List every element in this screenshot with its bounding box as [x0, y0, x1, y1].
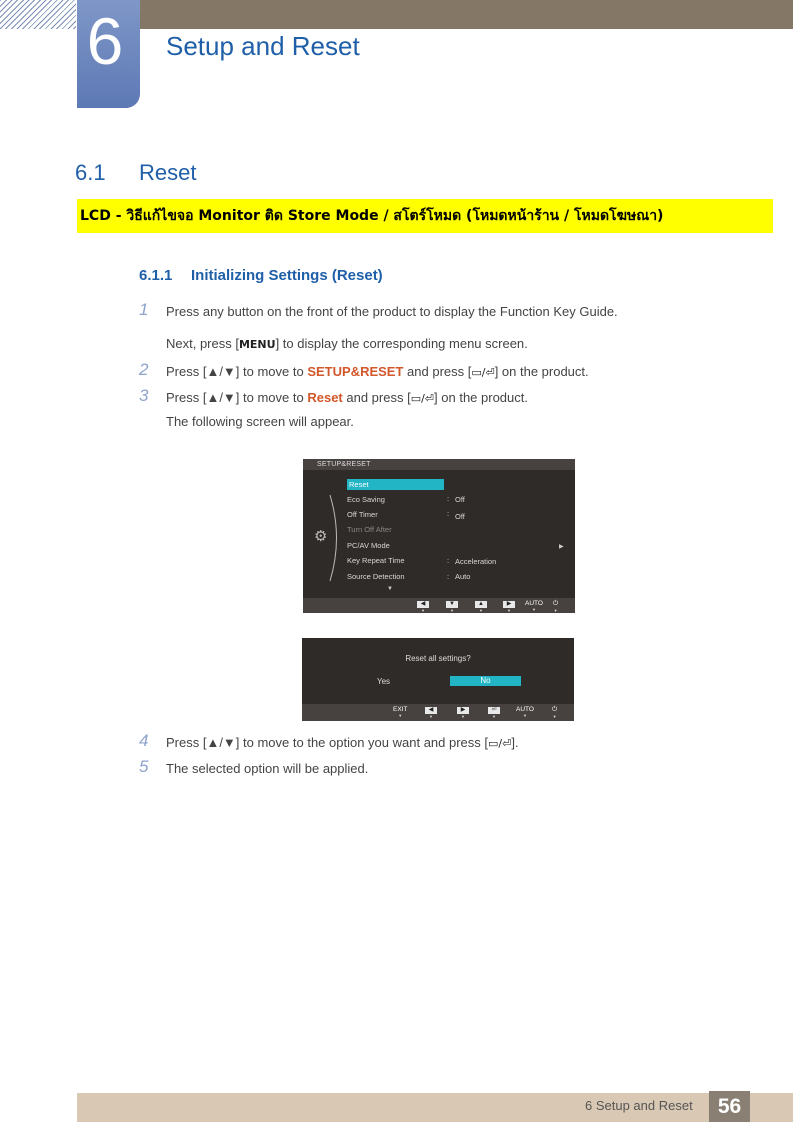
step-text: Press any button on the front of the product to display the Function Key Guide.	[166, 304, 618, 319]
enter-key-icon: ⏎ ▼	[488, 706, 500, 719]
enter-key-icon: ▭/⏎	[488, 737, 512, 750]
osd-menu-screenshot	[303, 459, 575, 613]
osd-menu-value: Off	[455, 495, 465, 504]
section-number: 6.1	[75, 160, 106, 185]
exit-key: EXIT ▼	[393, 706, 408, 718]
osd-menu-value: Off	[455, 512, 465, 521]
osd-reset-dialog-screenshot	[302, 638, 574, 721]
osd-menu-item: Source Detection	[347, 572, 405, 581]
step-text: Press [▲/▼] to move to Reset and press [▭/⏎] on the product.	[166, 390, 528, 405]
dialog-yes-option: Yes	[377, 677, 391, 686]
header-bar	[140, 0, 793, 29]
auto-key: AUTO ▼	[516, 706, 534, 718]
chapter-number: 6	[86, 4, 124, 78]
dialog-question: Reset all settings?	[405, 654, 471, 663]
menu-curve-decoration	[327, 493, 343, 583]
subsection-number: 6.1.1	[139, 267, 173, 284]
osd-menu-item: Turn Off After	[347, 525, 392, 534]
menu-highlight: SETUP&RESET	[307, 364, 404, 379]
step-number: 5	[139, 757, 149, 776]
up-key-icon: ▲ ▼	[475, 600, 487, 613]
osd-separator: :	[447, 556, 450, 565]
osd-menu-item: Eco Saving	[347, 495, 385, 504]
page-number: 56	[709, 1091, 750, 1122]
auto-key: AUTO ▼	[525, 600, 543, 612]
step-text: The selected option will be applied.	[166, 761, 369, 776]
header-hatch-decoration	[0, 0, 76, 29]
osd-function-bar	[302, 704, 574, 721]
power-icon: ⏻ ▼	[552, 706, 558, 719]
gear-icon: ⚙	[314, 528, 328, 545]
step-number: 2	[139, 360, 149, 379]
footer-chapter-label: 6 Setup and Reset	[585, 1098, 693, 1113]
highlight-banner: LCD - วิธีแก้ไขจอ Monitor ติด Store Mode / สโตร์โหมด (โหมดหน้าร้าน / โหมดโฆษณา)	[77, 199, 773, 233]
menu-key-label: MENU	[238, 338, 276, 351]
osd-menu-item: Key Repeat Time	[347, 556, 405, 565]
step-text: Press [▲/▼] to move to SETUP&RESET and press [▭/⏎] on the product.	[166, 364, 589, 379]
step-text: Next, press [MENU] to display the corresponding menu screen.	[166, 336, 528, 351]
osd-menu-item: PC/AV Mode	[347, 541, 390, 550]
osd-menu-header: SETUP&RESET	[303, 459, 575, 470]
osd-menu-item: Reset	[347, 479, 444, 490]
left-key-icon: ◀ ▼	[425, 706, 437, 719]
left-key-icon: ◀ ▼	[417, 600, 429, 613]
osd-menu-value: Auto	[455, 572, 471, 581]
right-key-icon: ▶ ▼	[503, 600, 515, 613]
menu-highlight: Reset	[307, 390, 343, 405]
osd-separator: :	[447, 494, 450, 503]
step-number: 4	[139, 731, 149, 750]
step-number: 3	[139, 386, 149, 405]
osd-separator: :	[447, 572, 450, 581]
osd-separator: :	[447, 509, 450, 518]
power-icon: ⏻ ▼	[553, 600, 559, 613]
step-text: Press [▲/▼] to move to the option you want and press [▭/⏎].	[166, 735, 519, 750]
enter-key-icon: ▭/⏎	[410, 392, 435, 405]
enter-key-icon: ▭/⏎	[471, 366, 495, 379]
step-text: The following screen will appear.	[166, 414, 354, 429]
right-key-icon: ▶ ▼	[457, 706, 469, 719]
dialog-no-option: No	[450, 676, 521, 686]
subsection-title: Initializing Settings (Reset)	[191, 267, 383, 284]
step-number: 1	[139, 300, 149, 319]
scroll-down-icon: ▼	[387, 586, 393, 592]
section-title: Reset	[139, 160, 197, 185]
down-key-icon: ▼ ▼	[446, 600, 458, 613]
osd-function-bar	[303, 598, 575, 613]
chapter-title: Setup and Reset	[166, 31, 360, 61]
submenu-arrow-icon: ▶	[559, 544, 564, 550]
osd-menu-item: Off Timer	[347, 510, 378, 519]
chapter-tab	[77, 0, 140, 108]
osd-menu-value: Acceleration	[455, 557, 497, 566]
